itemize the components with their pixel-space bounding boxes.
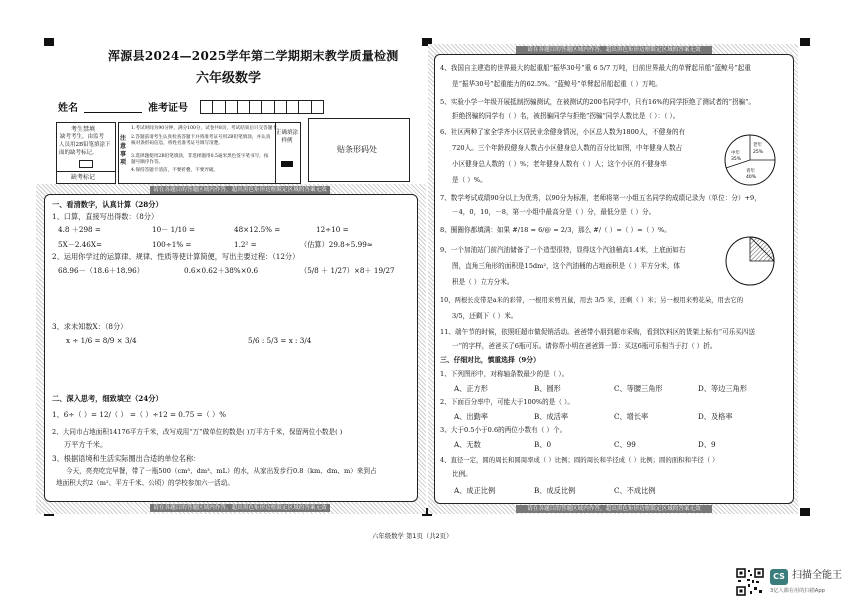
oral-calc-2: 10－ 1/10 = [152, 225, 196, 234]
choice-4-option-c[interactable]: C、不成比例 [614, 486, 656, 495]
tank-base-figure [722, 234, 778, 288]
candidate-box-title: 考生禁填 [71, 126, 96, 133]
choice-1-option-c[interactable]: C、等腰三角形 [614, 384, 663, 393]
question-6-line3: 小区健身总人数的（ ）%；老年健身人数有（ ）人；这个小区的不健身率 [452, 160, 667, 168]
name-label: 姓名 [58, 103, 78, 114]
registration-mark [800, 508, 810, 516]
question-9-line3: 积是（ ）立方分米。 [452, 278, 514, 286]
pie-pct-young: 40% [746, 175, 757, 180]
question-9: 9、一个加油站门前汽油储备了一个造型很特，显得这个汽油桶高1.4米，上底面如右 [440, 246, 686, 254]
equation-2: 5/6 : 5/3 = x : 3/4 [248, 336, 312, 345]
candidate-box-line: 缺考考生，由监考 [60, 134, 105, 140]
choice-4-option-b[interactable]: B、成反比例 [534, 486, 576, 495]
section-2-title: 二、深入思考，细致填空（24分） [52, 394, 163, 403]
choice-1-option-a[interactable]: A、正方形 [454, 384, 488, 393]
simplify-expr-1: 68.96－（18.6＋18.96） [58, 266, 144, 275]
oral-calc-4: 12÷10 = [316, 225, 349, 234]
notice-line: 1.考试时间为90分钟，满分100分，试卷共8页，考试结束后只交答题卡。 [131, 126, 282, 131]
pie-label-young: 青年 [746, 169, 755, 174]
simplify-expr-3: （5/8 ＋ 1/27）×8＋ 19/27 [300, 266, 395, 275]
candidate-box [56, 122, 116, 184]
choice-3-option-a[interactable]: A、无数 [454, 440, 481, 449]
candidate-box-line: 面的缺考标记。 [59, 150, 98, 156]
fill-example-box [274, 122, 301, 184]
question-7: 7、数学考试成绩90分以上为优秀，以90分为标准，老师将第一小组五名同学的成绩记录为（单位：分）+9， [440, 194, 761, 202]
choice-2-option-d[interactable]: D、及格率 [698, 412, 733, 421]
choice-3-option-b[interactable]: B、0 [534, 440, 552, 449]
fill-question-1: 1、6÷（ ）= 12/（ ） =（ ）÷12 = 0.75 =（ ）% [52, 410, 227, 419]
answer-zone-notice-bottom: 请在各题目的答题区域内作答，超出黑色矩形边框限定区域的答案无效 [516, 505, 712, 513]
section-1-title: 一、看清数字，认真计算（28分） [52, 200, 163, 209]
question-9-line2: 图，直角三角形的面积是15dm²，这个汽油桶的占地面积是（ ）平方分米，体 [452, 262, 681, 270]
fill-question-3-line1: 今天，亮亮吃完早餐，带了一瓶500（cm³、dm³、mL）的水，从家出发步行0.8（km、dm、m）来到占 [66, 467, 377, 475]
choice-question-4: 4、直径一定，圆的周长和圆周率成（ ）比例；圆的周长和半径成（ ）比例；圆的面积和半径（ ） [440, 456, 719, 464]
question-5-cont: 拒绝拐骗的同学有（ ）名，被拐骗同学与拒绝“拐骗”同学人数比是（ ）：（ ）。 [452, 112, 680, 120]
barcode-box [308, 118, 410, 182]
choice-1-option-b[interactable]: B、圆形 [534, 384, 561, 393]
scanner-app-tagline: 3亿人都在用的扫描App [770, 588, 825, 594]
exam-number-boxes[interactable] [200, 100, 324, 114]
name-field[interactable] [84, 112, 142, 113]
absent-mark-box[interactable] [79, 160, 93, 168]
page-footer: 六年级数学 第1页（共2页） [372, 532, 453, 540]
question-11-cont: 一”的字样，爸爸买了6瓶可乐。请你帮小明在爸爸算一算：买这6瓶可乐相当于打（ ）折。 [452, 342, 717, 350]
pie-label-middle: 中年 [731, 151, 740, 156]
notice-label: 注意事项 [120, 135, 127, 166]
choice-3-option-c[interactable]: C、99 [614, 440, 636, 449]
choice-4-option-a[interactable]: A、成正比例 [454, 486, 496, 495]
oral-calc-1: 4.8 ＋298 = [58, 225, 101, 234]
fill-question-2-cont: 万平方千米。 [64, 440, 108, 449]
choice-3-option-d[interactable]: D、9 [698, 440, 716, 449]
choice-2-option-c[interactable]: C、增长率 [614, 412, 649, 421]
scanner-app-logo: CS [770, 569, 788, 585]
section-3-title: 三、仔细对比，慎重选择（9分） [440, 356, 540, 364]
notice-box [118, 122, 282, 184]
answer-zone-notice-top: 请在各题目的答题区域内作答，超出黑色矩形边框限定区域的答案无效 [516, 46, 712, 54]
choice-question-2: 2、下面百分率中，可能大于100%的是（ ）。 [440, 398, 574, 406]
choice-question-4-cont: 比例。 [452, 470, 472, 478]
question-1-title: 1、口算，直接写出得数：（8分） [52, 212, 159, 221]
oral-calc-7: 1.2² = [234, 240, 257, 249]
absent-mark-label: 缺考标记 [71, 174, 96, 181]
answer-zone-notice-top: 请在各题目的答题区域内作答，超出黑色矩形边框限定区域的答案无效 [150, 186, 330, 194]
question-2-title: 2、运用你学过的运算律、规律、性质等使计算简便，写出主要过程：（12分） [52, 252, 300, 261]
scanner-app-name: 扫描全能王 [792, 570, 842, 581]
qr-code-icon [736, 568, 764, 596]
notice-line: 2.答题前请考生认真检查答题卡并将准考证号用2B铅笔填涂，并认真核对条形码信息，将姓名准考证号填写清楚。 [131, 135, 271, 146]
candidate-box-line: 人员用2B铅笔填涂下 [59, 142, 111, 148]
oral-calc-6: 100÷1% = [152, 240, 192, 249]
exam-title: 浑源县2024—2025学年第二学期期末教学质量检测 [108, 49, 399, 63]
fill-question-2: 2、大同市占地面积14176平方千米，改写成用“万”做单位的数是( )万平方千米，保留两位小数是( ) [52, 428, 343, 436]
oral-calc-8: （估算）29.8÷5.99≈ [300, 240, 373, 249]
choice-question-3: 3、大于0.5小于0.6的两位小数有（ ）个。 [440, 426, 567, 434]
fill-example-mark [281, 161, 293, 167]
question-10: 10、两根长皮带是a米的彩带，一根用来剪丑鼠，用去 3/5 米，还剩（ ）米；另一根用来剪花朵，用去它的 [440, 296, 744, 304]
question-10-cont: 3/5，还剩下（ ）米。 [452, 312, 518, 320]
fill-example-label: 正确填涂样例 [276, 130, 299, 144]
question-7-cont: －4，0，10，－8，第一小组中最高分是（ ）分，最低分是（ ）分。 [452, 208, 656, 216]
question-6: 6、社区两种了家全学齐小区居民业余健身情况，小区总人数为1800人，不健身的有 [440, 128, 686, 136]
pie-label-old: 老年 [753, 143, 762, 148]
question-6-line4: 是（ ）%。 [452, 176, 487, 184]
question-4-cont: 是“振华30号”起重能力的62.5%。“蓝鲸号”单臂起吊船起重（ ）万吨。 [452, 80, 662, 88]
pie-pct-old: 25% [753, 150, 764, 155]
registration-mark [800, 38, 810, 46]
equation-1: x ÷ 1/6 = 8/9 × 3/4 [66, 336, 137, 345]
choice-2-option-a[interactable]: A、出勤率 [454, 412, 488, 421]
fill-question-3-line2: 地面积大约2（m²、平方千米、公顷）的学校参加六一活动。 [56, 479, 234, 487]
choice-question-1: 1、下列图形中，对称轴条数最少的是（ ）。 [440, 370, 569, 378]
simplify-expr-2: 0.6×0.62＋38%×0.6 [184, 266, 259, 275]
answer-zone-notice-bottom: 请在各题目的答题区域内作答，超出黑色矩形边框限定区域的答案无效 [150, 504, 330, 512]
exam-subtitle: 六年级数学 [196, 71, 262, 86]
oral-calc-5: 5X－2.46X= [58, 240, 103, 249]
choice-1-option-d[interactable]: D、等边三角形 [698, 384, 747, 393]
registration-mark [44, 38, 54, 46]
question-3-title: 3、求未知数X：（8分） [52, 322, 128, 331]
question-4: 4、我国自主建造的世界最大的起重船“振华30号”重 6 5/7 万吨，目前世界最大的单臂起吊船“蓝鲸号”起重 [440, 64, 751, 72]
fill-question-3: 3、根据语境和生活实际圈出合适的单位名称： [52, 454, 201, 463]
age-group-pie-chart [722, 132, 778, 188]
oral-calc-3: 48×12.5% = [234, 225, 281, 234]
question-5: 5、实验小学一年级开展抵制拐骗测试，在被测试的200名同学中，只有16%的同学拒绝了测试者的“拐骗”。 [440, 98, 756, 106]
question-11: 11、端午节的时候，依照旺超市做促销活动。爸爸带小朋到超市采购，看到饮料区的货架上标有“可乐买四送 [440, 328, 756, 336]
notice-line: 4.保持答题卡清洁，不要折叠，不要弄破。 [131, 168, 219, 173]
choice-2-option-b[interactable]: B、成活率 [534, 412, 569, 421]
exam-number-label: 准考证号 [148, 103, 188, 114]
question-6-line2: 720人。三个年龄段健身人数占小区健身总人数的百分比如图，中年健身人数占 [452, 144, 683, 152]
pie-pct-middle: 35% [731, 157, 742, 162]
barcode-label: 贴条形码处 [337, 145, 377, 154]
notice-line: 3.选择题使用2B铅笔填涂，非选择题用0.5毫米黑色签字笔书写，按题号顺序作答。 [131, 154, 269, 165]
question-8: 8、圈圈你都填满：如果 #/18 = 6/@ = 2/3，那么 #/（ ）=（ ）=（ ）%。 [440, 226, 671, 234]
